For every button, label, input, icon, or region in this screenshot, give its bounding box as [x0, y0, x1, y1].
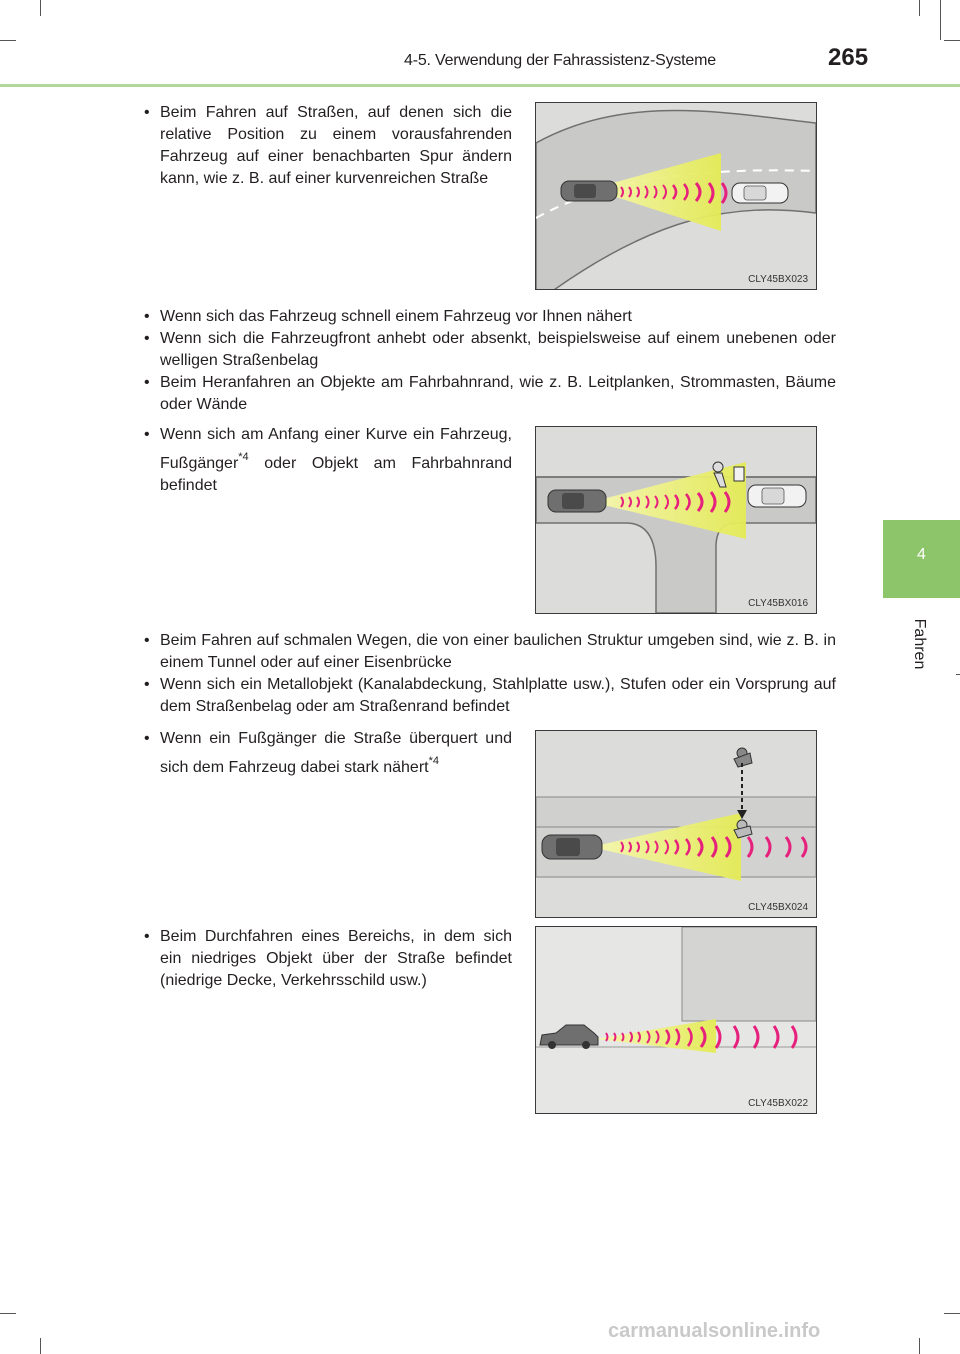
crop-mark	[40, 1338, 41, 1354]
page-number: 265	[828, 44, 869, 71]
vehicle-ahead-icon	[748, 485, 806, 507]
bullet-item: • Wenn sich am Anfang einer Kurve ein Fahrzeug, Fußgänger$^{*4}$ oder Objekt am Fahrbahnrand befindet	[140, 424, 512, 497]
figure-code: CLY45BX023	[748, 274, 808, 285]
figure-code: CLY45BX022	[748, 1098, 808, 1109]
crop-mark	[956, 674, 960, 675]
figure-code: CLY45BX024	[748, 902, 808, 913]
crop-mark	[40, 0, 41, 16]
crop-mark	[940, 0, 941, 40]
bullet-item: • Wenn sich ein Metallobjekt (Kanalabdeckung, Stahlplatte usw.), Stufen oder ein Vorsprung auf dem Straßenbelag oder am Straßenrand befindet	[140, 674, 836, 718]
crop-mark	[919, 0, 920, 16]
footnote-mark: *4	[238, 451, 249, 463]
bullet-item: • Wenn ein Fußgänger die Straße überquert und sich dem Fahrzeug dabei stark nähert$^{*4}$	[140, 728, 512, 779]
own-car-icon	[542, 835, 602, 859]
figure-code: CLY45BX016	[748, 598, 808, 609]
crop-mark	[919, 1338, 920, 1354]
header-rule	[0, 84, 960, 87]
crop-mark	[0, 40, 16, 41]
bullet-item: • Beim Fahren auf Straßen, auf denen sich die relative Position zu einem vorausfahrenden Fahrzeug auf einer benachbarten Spur ändern kann, wie z. B. auf einer kurvenreichen Straße	[140, 102, 512, 190]
vehicle-ahead-icon	[732, 183, 788, 203]
footnote-mark: *4	[428, 755, 439, 767]
crop-mark	[944, 1313, 960, 1314]
bullet-item: • Wenn sich die Fahrzeugfront anhebt oder absenkt, beispielsweise auf einem unebenen oder welligen Straßenbelag	[140, 328, 836, 372]
figure-pedestrian-crossing	[535, 730, 817, 918]
bullet-item: • Beim Heranfahren an Objekte am Fahrbahnrand, wie z. B. Leitplanken, Strommasten, Bäume oder Wände	[140, 372, 836, 416]
bullet-item: • Beim Durchfahren eines Bereichs, in dem sich ein niedriges Objekt über der Straße befindet (niedrige Decke, Verkehrsschild usw.)	[140, 926, 512, 992]
watermark: carmanualsonline.info	[608, 1320, 821, 1342]
own-car-icon	[561, 181, 617, 201]
crop-mark	[0, 1313, 16, 1314]
figure-curve-start	[535, 426, 817, 614]
figure-curved-road	[535, 102, 817, 290]
own-car-icon	[548, 490, 606, 512]
chapter-tab	[883, 520, 960, 598]
chapter-title-vertical: Fahren	[911, 618, 928, 670]
bullet-item: • Beim Fahren auf schmalen Wegen, die von einer baulichen Struktur umgeben sind, wie z. B. in einem Tunnel oder auf einer Eisenbrücke	[140, 630, 836, 674]
chapter-number: 4	[917, 546, 926, 563]
figure-low-overhead-object	[535, 926, 817, 1114]
crop-mark	[944, 40, 960, 41]
bullet-item: • Wenn sich das Fahrzeug schnell einem Fahrzeug vor Ihnen nähert	[140, 306, 836, 328]
section-title: 4-5. Verwendung der Fahrassistenz-Systeme	[404, 52, 716, 69]
